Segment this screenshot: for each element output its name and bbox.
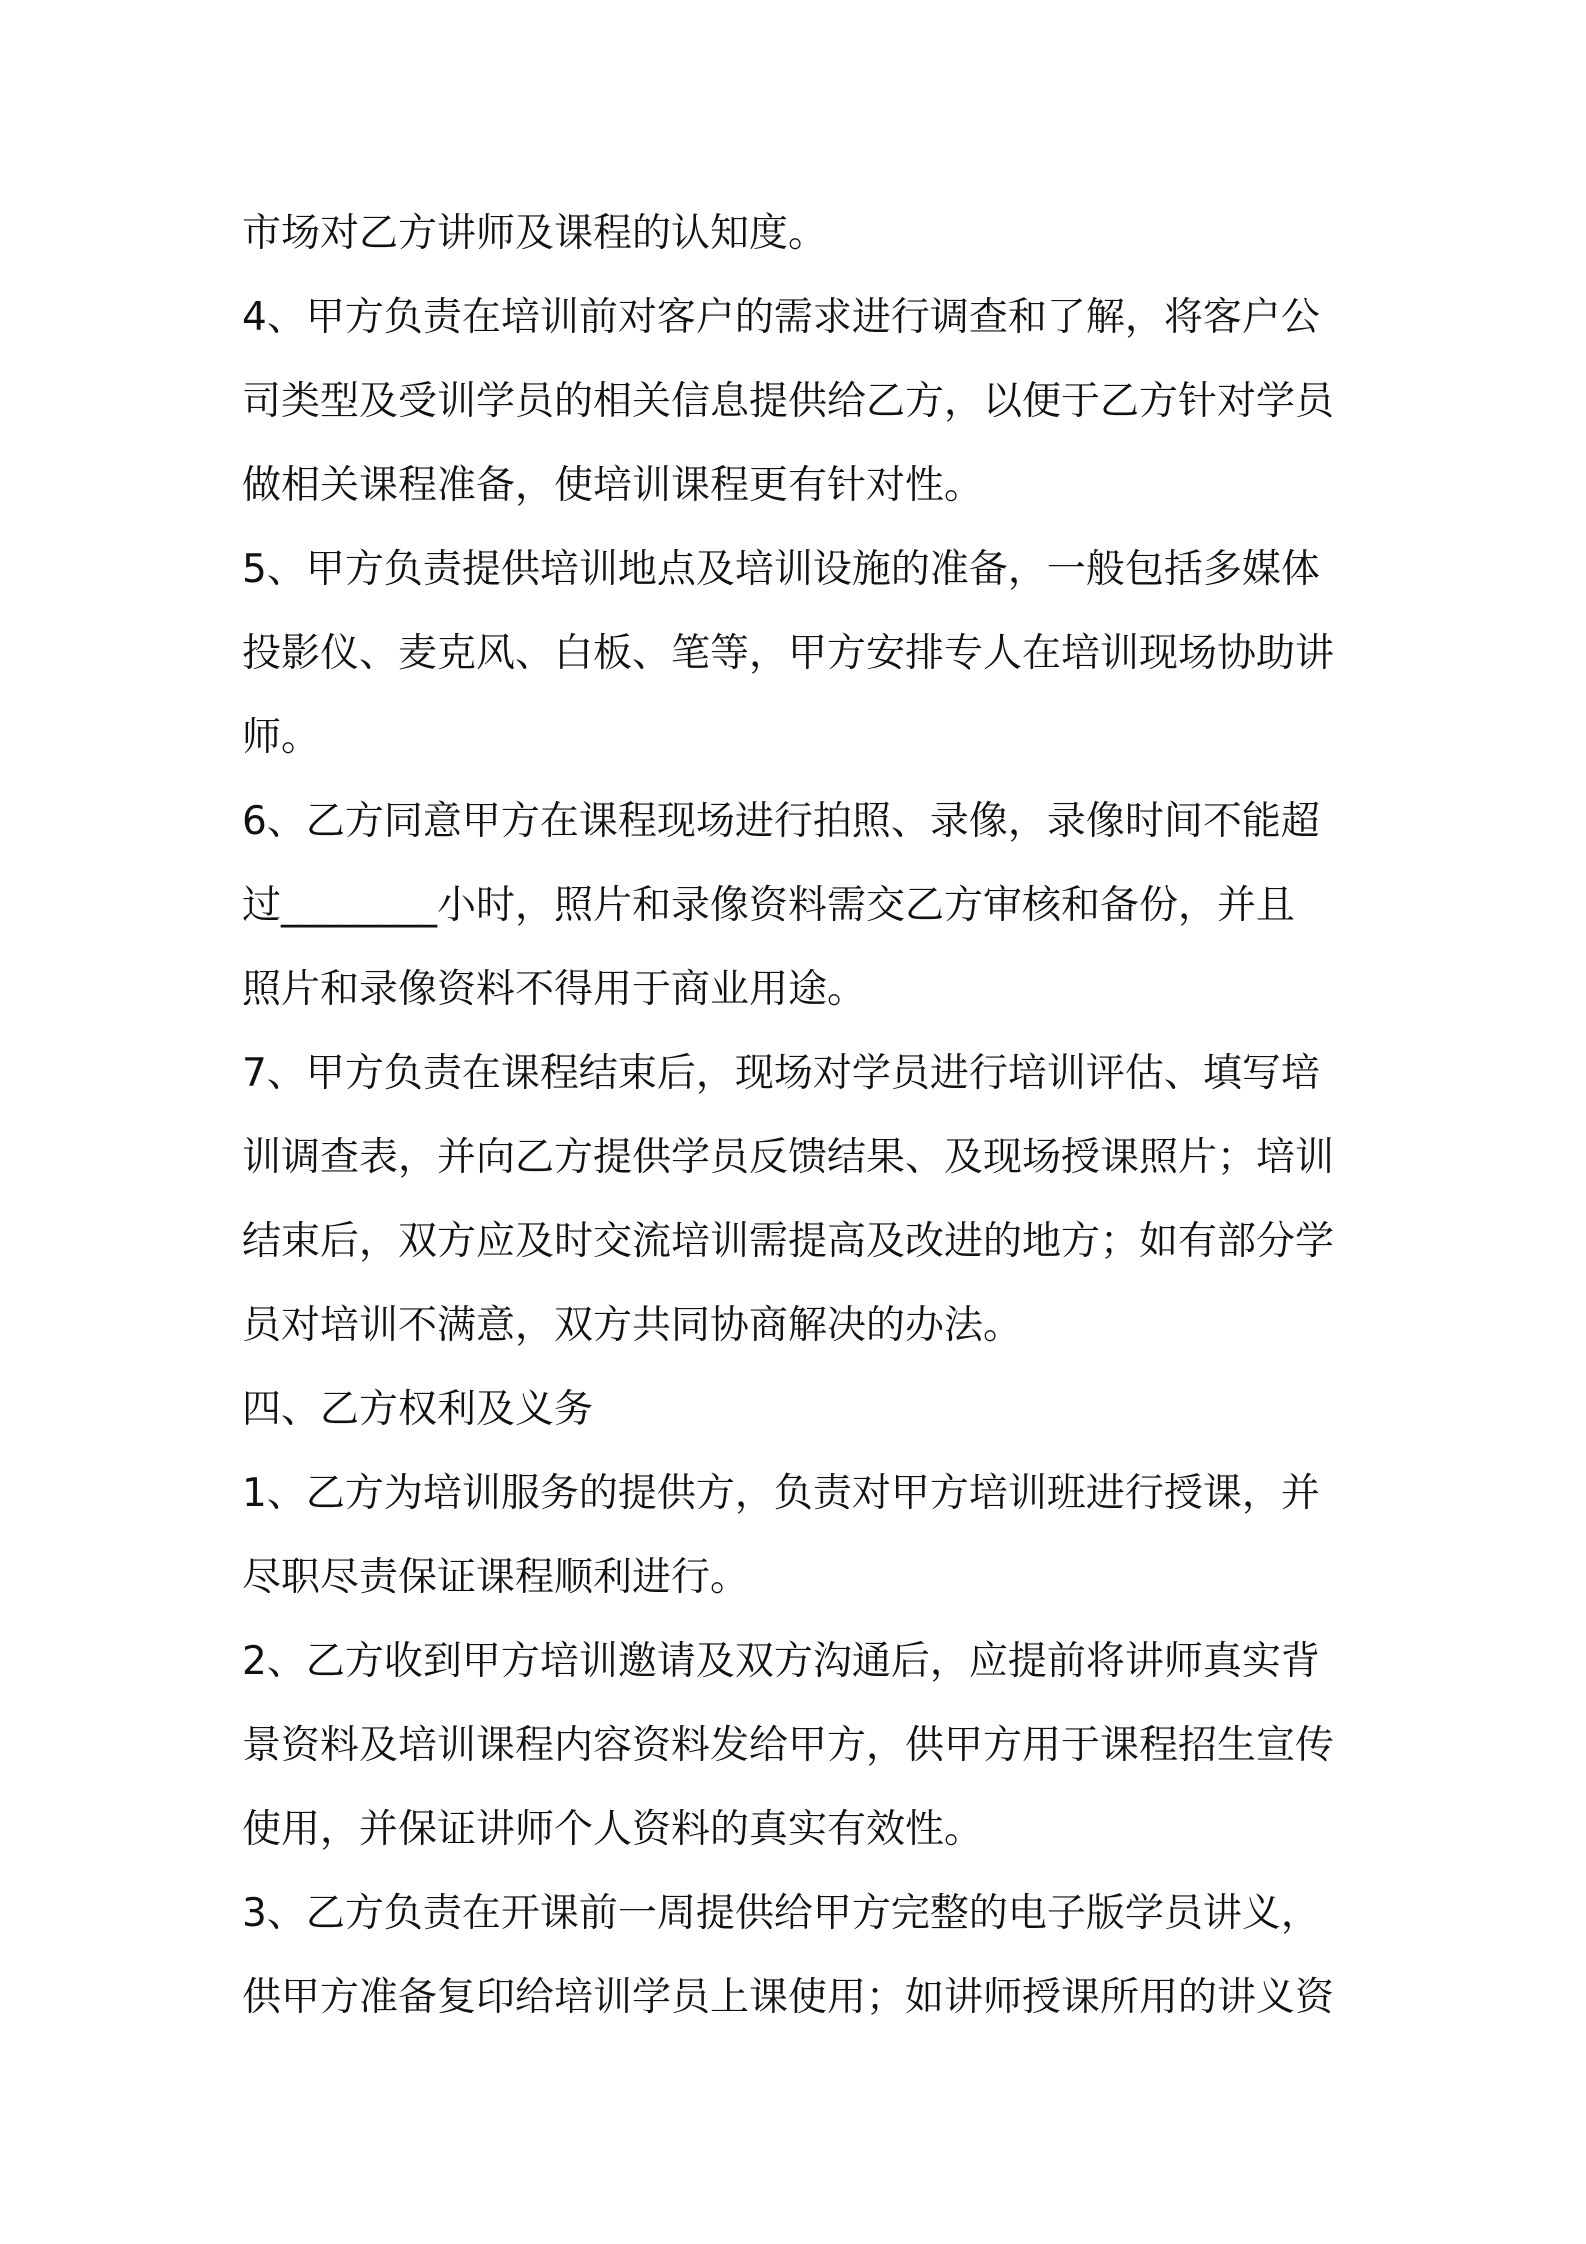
text-line: 市场对乙方讲师及课程的认知度。 [242, 211, 828, 256]
text-line: 过________小时，照片和录像资料需交乙方审核和备份，并且 [242, 883, 1296, 928]
text-line: 3、乙方负责在开课前一周提供给甲方完整的电子版学员讲义， [242, 1891, 1320, 1936]
text-line: 投影仪、麦克风、白板、笔等，甲方安排专人在培训现场协助讲 [242, 631, 1335, 676]
text-line: 6、乙方同意甲方在课程现场进行拍照、录像，录像时间不能超 [242, 799, 1320, 844]
text-line: 供甲方准备复印给培训学员上课使用；如讲师授课所用的讲义资 [242, 1975, 1335, 2020]
text-line: 结束后，双方应及时交流培训需提高及改进的地方；如有部分学 [242, 1219, 1335, 1264]
text-line: 员对培训不满意，双方共同协商解决的办法。 [242, 1303, 1023, 1348]
text-line: 尽职尽责保证课程顺利进行。 [242, 1555, 750, 1600]
text-line: 使用，并保证讲师个人资料的真实有效性。 [242, 1807, 984, 1852]
text-line: 师。 [242, 715, 321, 760]
text-line: 训调查表，并向乙方提供学员反馈结果、及现场授课照片；培训 [242, 1135, 1335, 1180]
text-line: 做相关课程准备，使培训课程更有针对性。 [242, 463, 984, 508]
text-line: 1、乙方为培训服务的提供方，负责对甲方培训班进行授课，并 [242, 1471, 1320, 1516]
document-body [242, 192, 1352, 2040]
text-line: 照片和录像资料不得用于商业用途。 [242, 967, 867, 1012]
text-line: 4、甲方负责在培训前对客户的需求进行调查和了解，将客户公 [242, 295, 1320, 340]
text-line: 景资料及培训课程内容资料发给甲方，供甲方用于课程招生宣传 [242, 1723, 1335, 1768]
text-line: 2、乙方收到甲方培训邀请及双方沟通后，应提前将讲师真实背 [242, 1639, 1320, 1684]
text-line: 5、甲方负责提供培训地点及培训设施的准备，一般包括多媒体 [242, 547, 1320, 592]
text-line: 司类型及受训学员的相关信息提供给乙方，以便于乙方针对学员 [242, 379, 1335, 424]
section-heading: 四、乙方权利及义务 [242, 1387, 594, 1432]
text-line: 7、甲方负责在课程结束后，现场对学员进行培训评估、填写培 [242, 1051, 1320, 1096]
